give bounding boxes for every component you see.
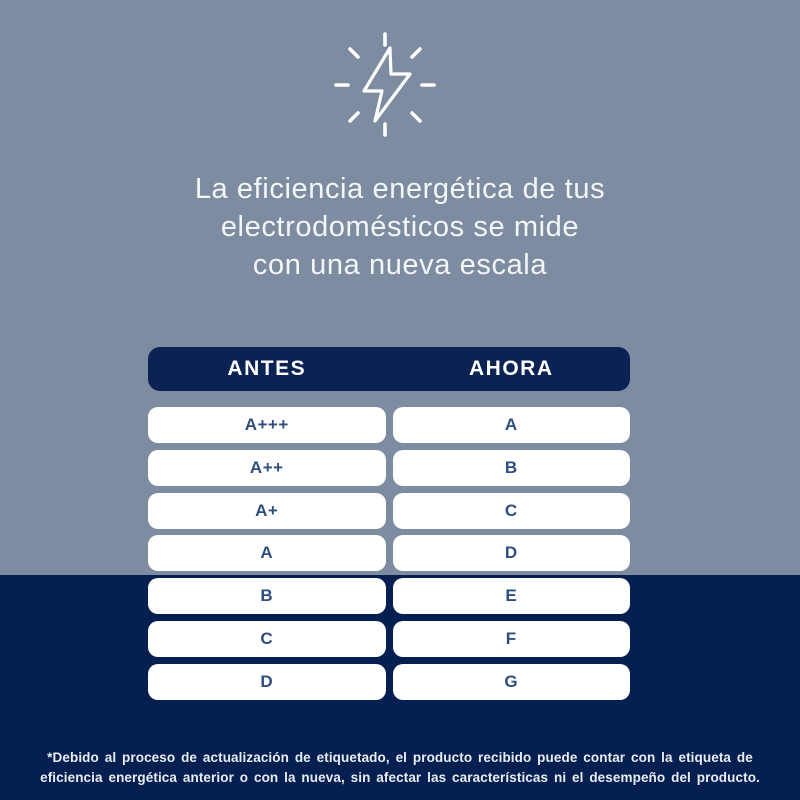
title-line-3: con una nueva escala (252, 249, 548, 281)
disclaimer-text (0, 748, 800, 787)
lightning-burst-icon (333, 28, 437, 140)
antes-cell: A (148, 535, 386, 571)
label-conversion-table (148, 347, 630, 700)
table-row (148, 535, 630, 571)
table-row (148, 664, 630, 700)
table-row (148, 493, 630, 529)
ahora-cell: D (393, 535, 631, 571)
ahora-cell: C (393, 493, 631, 529)
column-header-antes: ANTES (227, 357, 307, 380)
ahora-cell: G (393, 664, 631, 700)
table-row (148, 450, 630, 486)
ahora-cell: B (393, 450, 631, 486)
table-row (148, 407, 630, 443)
disclaimer-line-1: *Debido al proceso de actualización de etiquetado, el producto recibido puede contar con la etiqueta de (47, 750, 753, 765)
ahora-cell: E (393, 578, 631, 614)
antes-cell: A+++ (148, 407, 386, 443)
disclaimer-line-2: eficiencia energética anterior o con la nueva, sin afectar las características ni el desempeño del producto. (40, 769, 760, 785)
ahora-cell: A (393, 407, 631, 443)
page-title (0, 170, 800, 284)
antes-cell: D (148, 664, 386, 700)
table-header-bar (148, 347, 630, 391)
antes-cell: A++ (148, 450, 386, 486)
table-row (148, 578, 630, 614)
title-line-1: La eficiencia energética de tus (194, 173, 606, 205)
antes-cell: C (148, 621, 386, 657)
table-row (148, 621, 630, 657)
antes-cell: B (148, 578, 386, 614)
table-rows (148, 407, 630, 700)
column-header-ahora: AHORA (469, 357, 554, 380)
title-line-2: electrodomésticos se mide (220, 211, 580, 243)
ahora-cell: F (393, 621, 631, 657)
antes-cell: A+ (148, 493, 386, 529)
